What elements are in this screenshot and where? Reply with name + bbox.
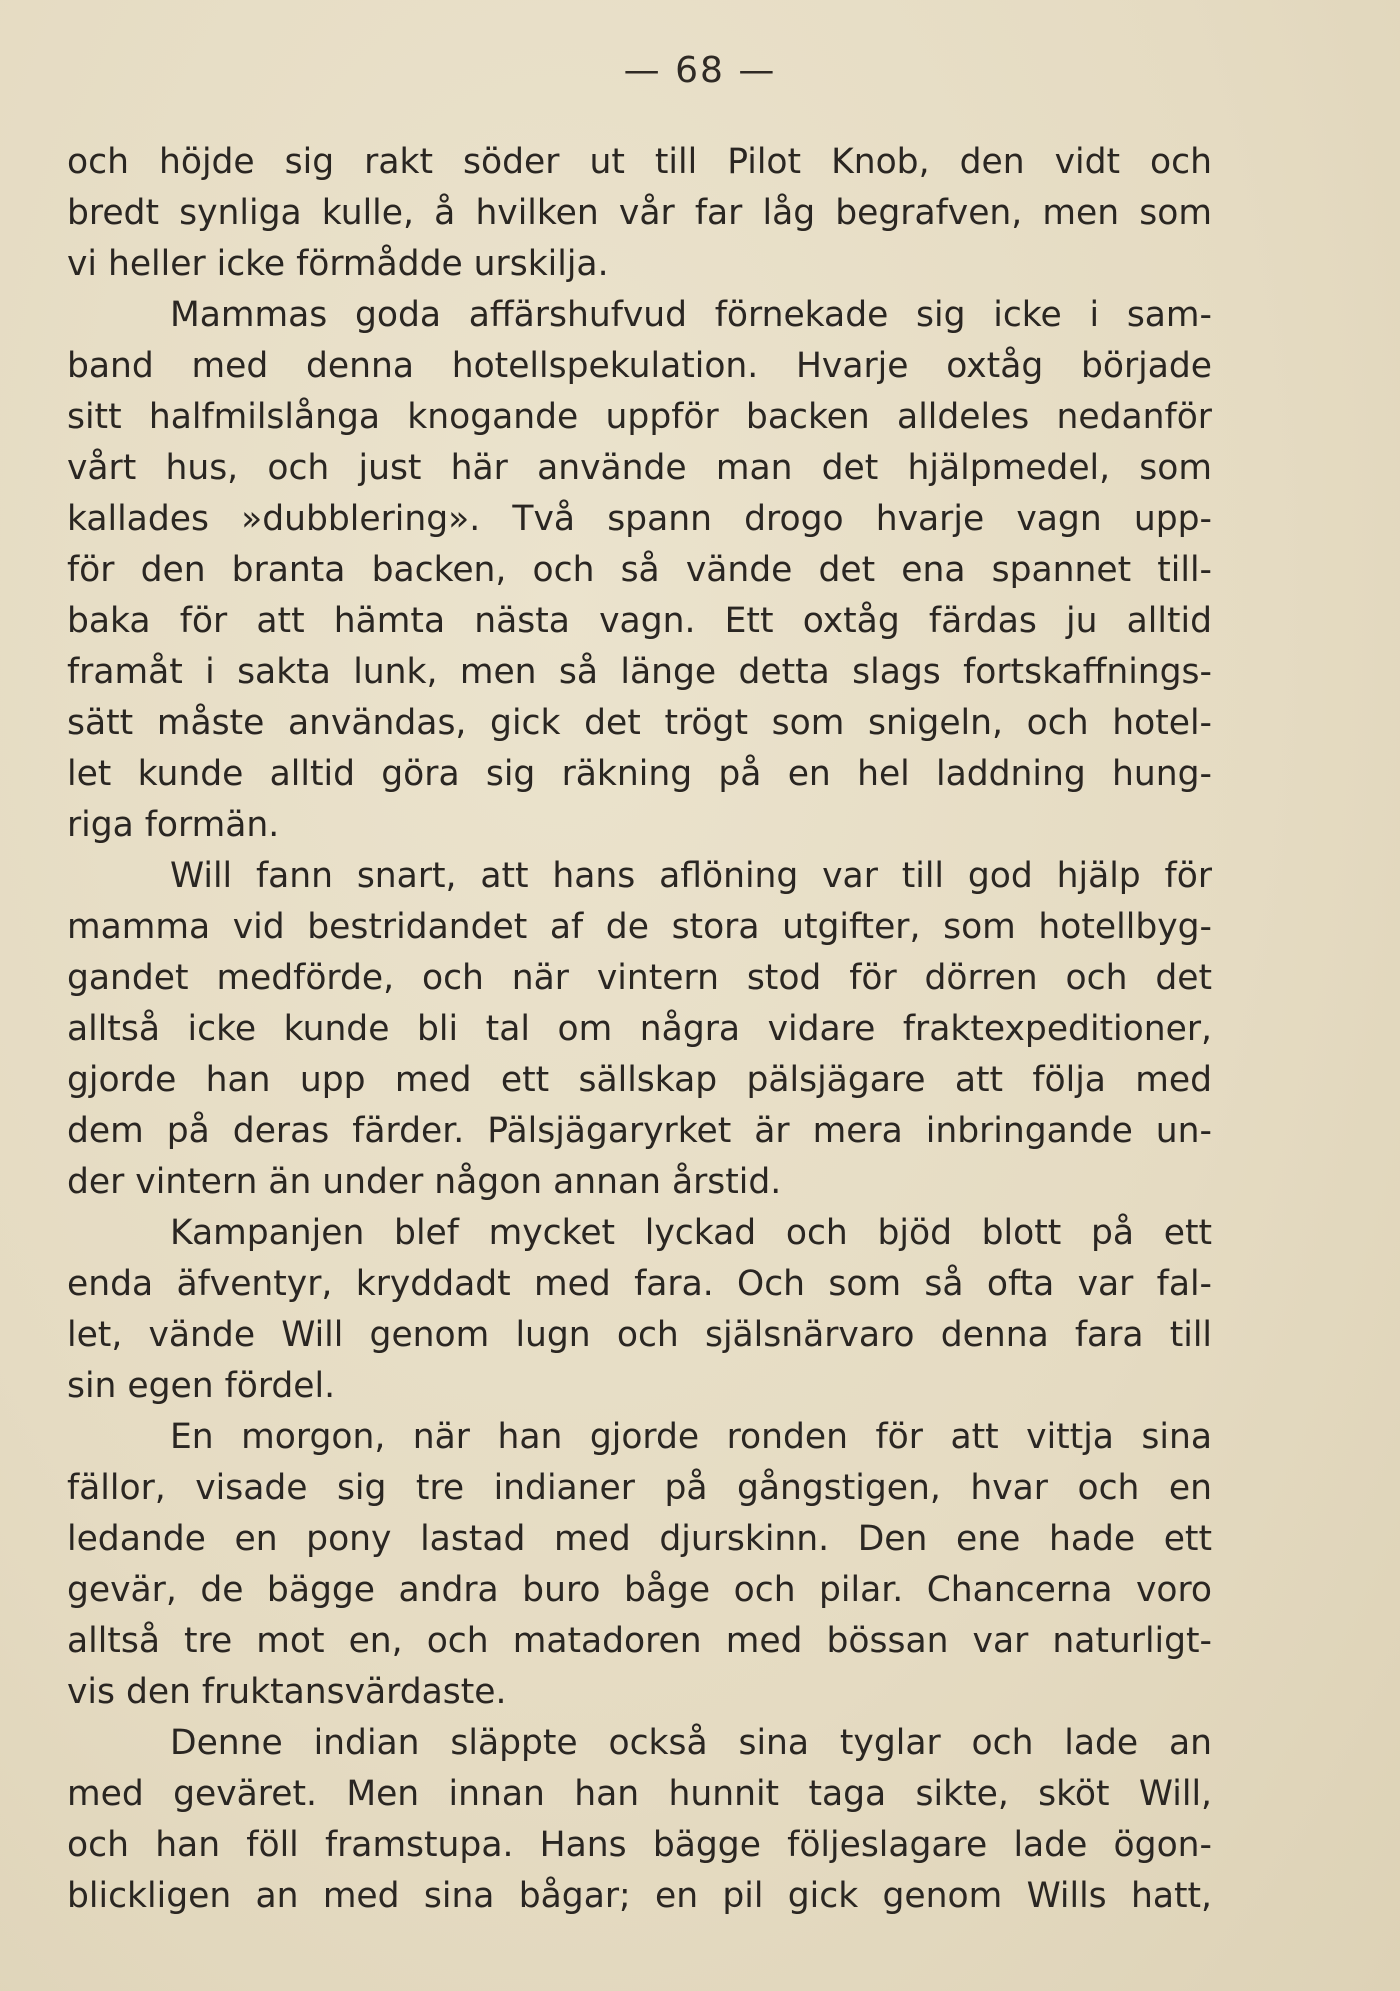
text-line: sitt halfmilslånga knogande uppför backen alldeles nedanför [67,397,1212,437]
text-line: Denne indian släppte också sina tyglar och lade an [170,1723,1212,1763]
page-number: — 68 — [623,50,777,91]
text-line: alltså icke kunde bli tal om några vidare fraktexpeditioner, [67,1009,1212,1049]
text-line: blickligen an med sina bågar; en pil gick genom Wills hatt, [67,1876,1212,1916]
text-line: mamma vid bestridandet af de stora utgifter, som hotellbyg- [67,907,1212,947]
text-line: och han föll framstupa. Hans bägge följeslagare lade ögon- [67,1825,1212,1865]
text-line: med geväret. Men innan han hunnit taga sikte, sköt Will, [67,1774,1212,1814]
text-line: vårt hus, och just här använde man det hjälpmedel, som [67,448,1212,488]
text-line: ledande en pony lastad med djurskinn. Den ene hade ett [67,1519,1212,1559]
text-line: En morgon, när han gjorde ronden för att vittja sina [170,1417,1212,1457]
text-line: gevär, de bägge andra buro båge och pilar. Chancerna voro [67,1570,1212,1610]
text-line: sätt måste användas, gick det trögt som snigeln, och hotel- [67,703,1212,743]
text-line: band med denna hotellspekulation. Hvarje oxtåg började [67,346,1212,386]
body-text [67,137,1212,1922]
text-line: dem på deras färder. Pälsjägaryrket är mera inbringande un- [67,1111,1212,1151]
text-line: gandet medförde, och när vintern stod för dörren och det [67,958,1212,998]
text-line: för den branta backen, och så vände det ena spannet till- [67,550,1212,590]
text-line: Kampanjen blef mycket lyckad och bjöd blott på ett [170,1213,1212,1253]
text-line: och höjde sig rakt söder ut till Pilot Knob, den vidt och [67,142,1212,182]
text-line: baka för att hämta nästa vagn. Ett oxtåg färdas ju alltid [67,601,1212,641]
text-line: framåt i sakta lunk, men så länge detta slags fortskaffnings- [67,652,1212,692]
text-line: Will fann snart, att hans aflöning var till god hjälp för [170,856,1212,896]
text-line: let, vände Will genom lugn och själsnärvaro denna fara till [67,1315,1212,1355]
text-line: der vintern än under någon annan årstid. [67,1162,782,1202]
text-line: fällor, visade sig tre indianer på gångstigen, hvar och en [67,1468,1212,1508]
text-line: enda äfventyr, kryddadt med fara. Och som så ofta var fal- [67,1264,1212,1304]
text-line: vi heller icke förmådde urskilja. [67,244,609,284]
text-line: Mammas goda affärshufvud förnekade sig icke i sam- [170,295,1212,335]
text-line: vis den fruktansvärdaste. [67,1672,507,1712]
text-line: sin egen fördel. [67,1366,336,1406]
text-line: let kunde alltid göra sig räkning på en hel laddning hung- [67,754,1212,794]
text-line: bredt synliga kulle, å hvilken vår far låg begrafven, men som [67,193,1212,233]
text-line: kallades »dubblering». Två spann drogo hvarje vagn upp- [67,499,1212,539]
text-line: riga formän. [67,805,280,845]
text-line: alltså tre mot en, och matadoren med bössan var naturligt- [67,1621,1212,1661]
text-line: gjorde han upp med ett sällskap pälsjägare att följa med [67,1060,1212,1100]
